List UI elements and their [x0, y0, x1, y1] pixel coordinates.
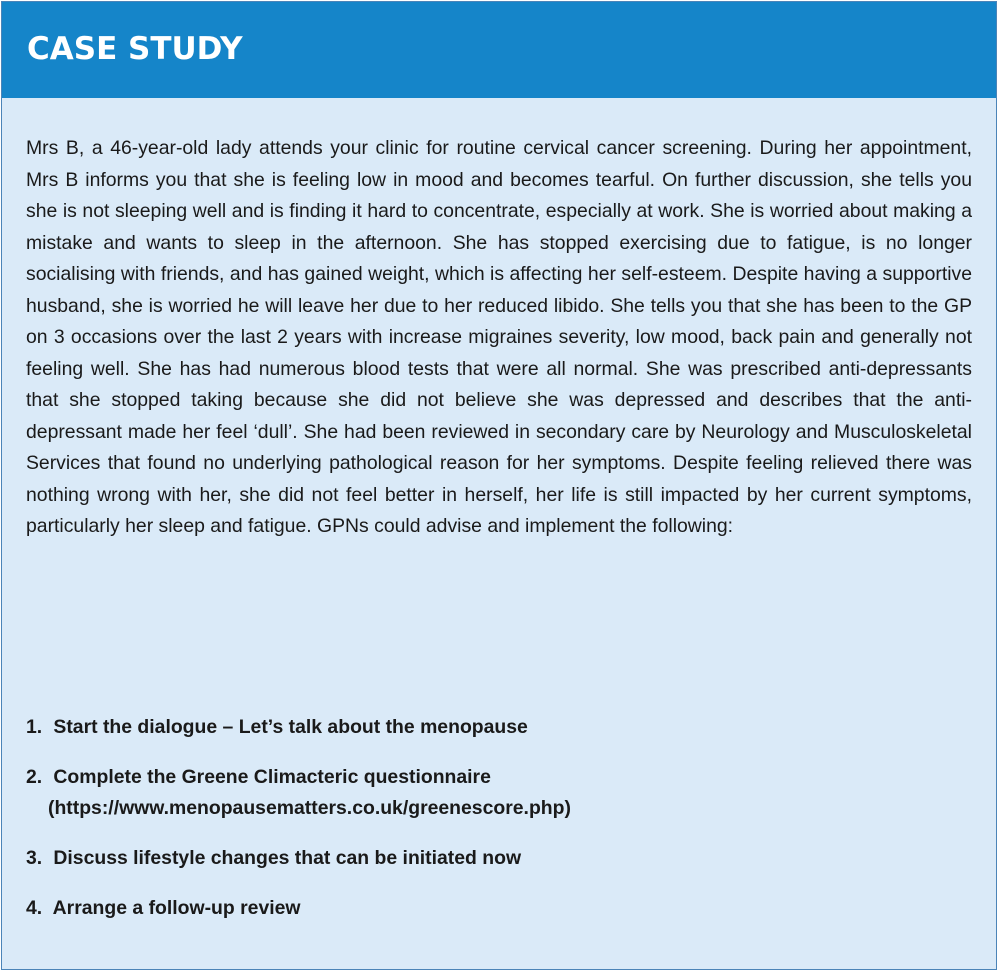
action-item-1 [26, 712, 972, 743]
action-number: 2. [26, 766, 43, 788]
action-number: 3. [26, 847, 43, 869]
greene-score-link[interactable]: (https://www.menopausematters.co.uk/greenescore.php) [48, 797, 571, 819]
action-text: Start the dialogue – Let’s talk about the menopause [53, 716, 528, 738]
action-text: Complete the Greene Climacteric questionnaire [53, 766, 491, 788]
action-item-2 [26, 762, 972, 824]
action-text: Discuss lifestyle changes that can be initiated now [53, 847, 522, 869]
action-number: 1. [26, 716, 43, 738]
case-study-title: CASE STUDY [27, 31, 243, 67]
case-study-header [2, 2, 996, 98]
action-item-3 [26, 843, 972, 874]
action-list [26, 712, 972, 943]
action-number: 4. [26, 897, 43, 919]
action-item-4 [26, 893, 972, 924]
case-description-paragraph: Mrs B, a 46-year-old lady attends your clinic for routine cervical cancer screening. During her appointment, Mrs B informs you that she is feeling low in mood and becomes tearful. On further discussion, she tells you she is not sleeping well and is finding it hard to concentrate, especially at work. She is worried about making a mistake and wants to sleep in the afternoon. She has stopped exercising due to fatigue, is no longer socialising with friends, and has gained weight, which is affecting her self-esteem. Despite having a supportive husband, she is worried he will leave her due to her reduced libido. She tells you that she has been to the GP on 3 occasions over the last 2 years with increase migraines severity, low mood, back pain and generally not feeling well. She has had numerous blood tests that were all normal. She was prescribed anti-depressants that she stopped taking because she did not believe she was depressed and describes that the anti-depressant made her feel ‘dull’. She had been reviewed in secondary care by Neurology and Musculoskeletal Services that found no underlying pathological reason for her symptoms. Despite feeling relieved there was nothing wrong with her, she did not feel better in herself, her life is still impacted by her current symptoms, particularly her sleep and fatigue. GPNs could advise and implement the following: [26, 137, 972, 537]
action-text: Arrange a follow-up review [52, 897, 301, 919]
case-study-body [26, 133, 972, 543]
